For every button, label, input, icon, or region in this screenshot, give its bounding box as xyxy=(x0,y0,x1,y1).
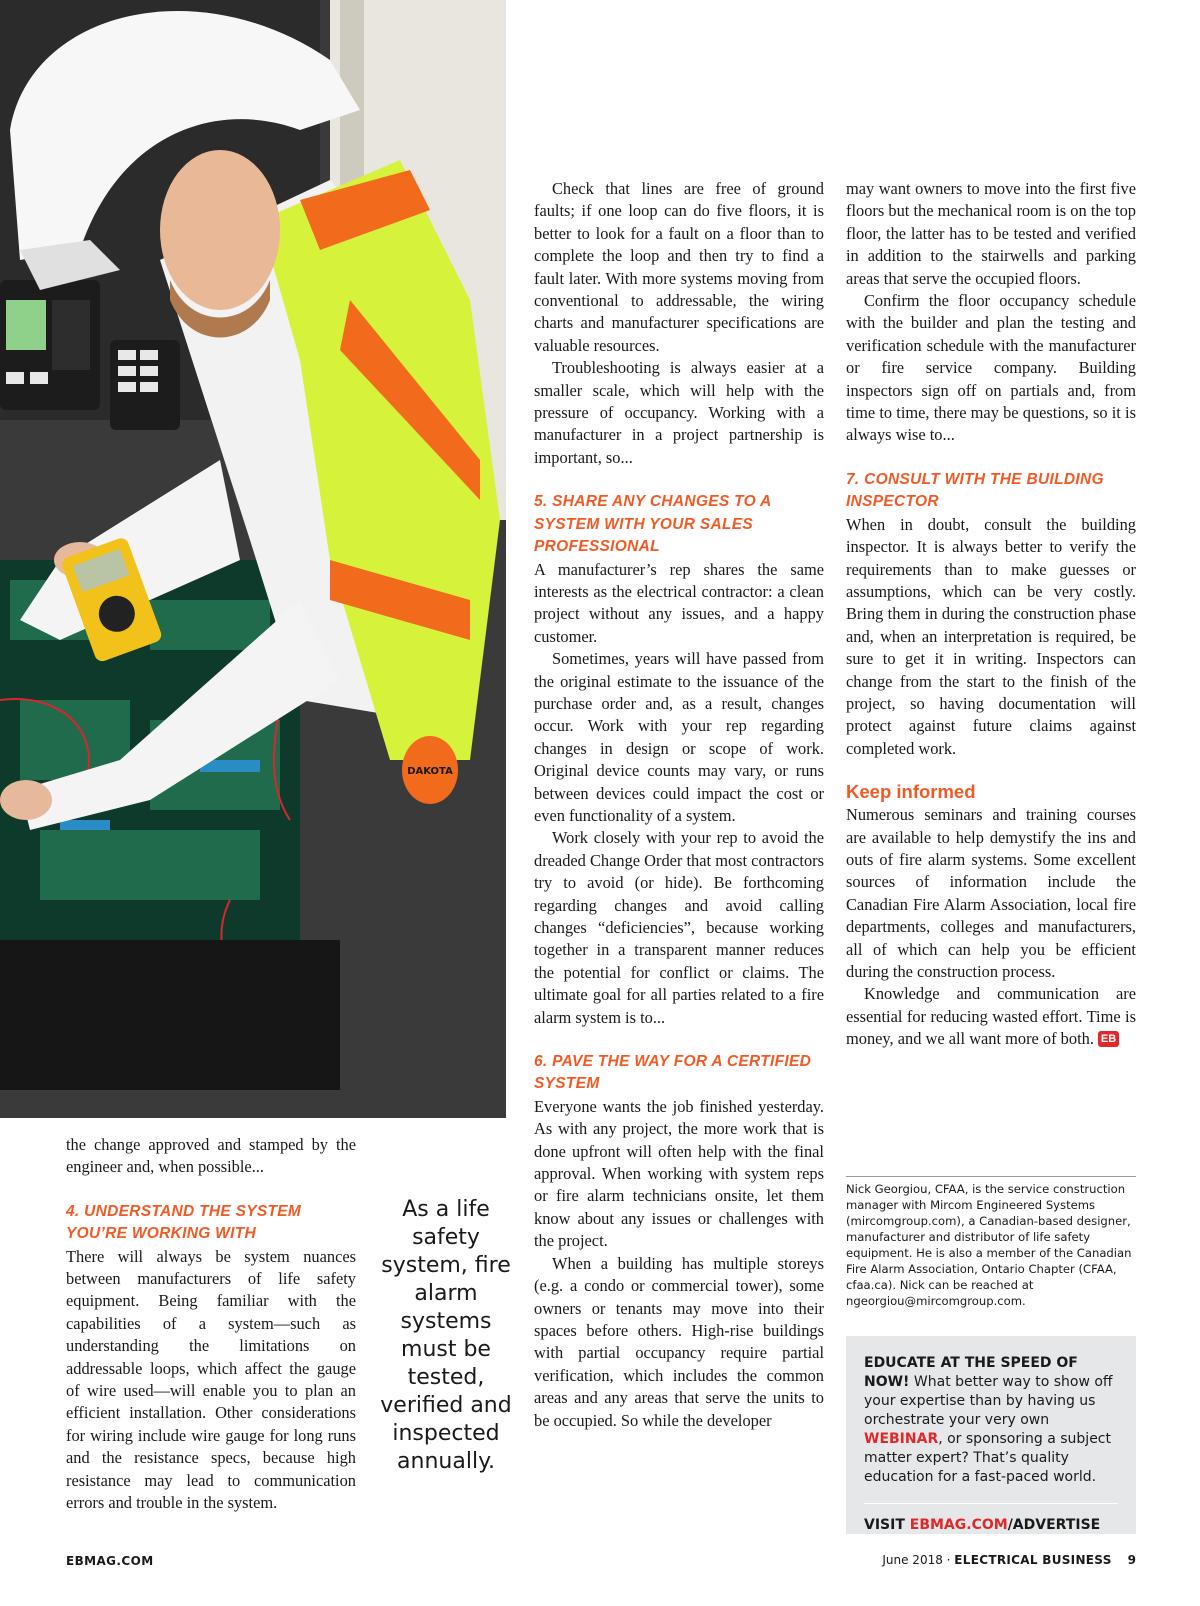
ad-visit-label: VISIT xyxy=(864,1517,910,1533)
paragraph: When in doubt, consult the building inspector. It is always better to verify the requirements than to make guesses or assumptions, which can be very costly. Bring them in during the construction phase and, when an interpretation is required, be sure to get it in writing. Inspectors can change from the start to the finish of the project, so having documentation will protect against future claims against completed work. xyxy=(846,514,1136,758)
paragraph: Confirm the floor occupancy schedule with the builder and plan the testing and verification schedule with the manufacturer or fire service company. Building inspectors sign off on partials and, from time to time, there may be questions, so it is always wise to... xyxy=(846,291,1136,445)
author-bio: Nick Georgiou, CFAA, is the service construction manager with Mircom Engineered Systems (mircomgroup.com), a Canadian-based designer, manufacturer and distributor of life safety equipment. He is also a member of the Canadian Fire Alarm Association, Ontario Chapter (CFAA, cfaa.ca). Nick can be reached at ngeorgiou@mircomgroup.com. xyxy=(846,1182,1132,1308)
paragraph: Everyone wants the job finished yesterday. As with any project, the more work that is done upfront will often help with the final approval. When working with system reps or fire alarm technicians onsite, let them know about any issues or challenges with the project. xyxy=(534,1096,824,1251)
paragraph: Work closely with your rep to avoid the dreaded Change Order that most contractors try to avoid (or hide). Be forthcoming regarding changes and avoid calling changes “deficiencies”, because working together in a transparent manner reduces the potential for conflict or claims. The ultimate goal for all parties related to a fire alarm system is to... xyxy=(534,828,824,1027)
ad-text-1: What better way to show off your expertise than by having us orchestrate your very own xyxy=(864,1374,1113,1428)
section-heading-5: 5. SHARE ANY CHANGES TO A SYSTEM WITH YOUR SALES PROFESSIONAL xyxy=(534,493,771,556)
hero-photo xyxy=(0,0,506,1118)
ad-webinar: WEBINAR xyxy=(864,1431,939,1447)
paragraph: may want owners to move into the first five floors but the mechanical room is on the top floor, the latter has to be tested and verified in addition to the stairwells and parking areas that serve the occupied floors. xyxy=(846,179,1136,288)
paragraph: A manufacturer’s rep shares the same interests as the electrical contractor: a clean project without any issues, and a happy customer. xyxy=(534,559,824,646)
paragraph: There will always be system nuances between manufacturers of life safety equipment. Being familiar with the capabilities of a system—such as understanding the limitations on addressable loops, which affect the gauge of wire used—will enable you to plan an efficient installation. Other considerations for wiring include wire gauge for long runs and the resistance specs, because high resistance may lead to communication errors and trouble in the system. xyxy=(66,1246,356,1513)
paragraph: Troubleshooting is always easier at a smaller scale, which will help with the pressure of occupancy. Working with a manufacturer in a project partnership is important, so... xyxy=(534,358,824,467)
paragraph: Sometimes, years will have passed from the original estimate to the issuance of the purchase order and, as a result, changes occur. Work with your rep regarding changes in design or scope of work. Original device counts may vary, or runs between devices could impact the cost or even functionality of a system. xyxy=(534,649,824,825)
paragraph: When a building has multiple storeys (e.g. a condo or commercial tower), some owners or tenants may move into their spaces before others. High-rise buildings with partial occupancy require partial verification, which includes the common areas and any areas that serve the units to be occupied. So while the developer xyxy=(534,1253,824,1430)
column-2 xyxy=(534,178,824,1432)
paragraph: the change approved and stamped by the engineer and, when possible... xyxy=(66,1135,356,1177)
eb-end-mark-icon: EB xyxy=(1098,1031,1119,1047)
bio-divider xyxy=(846,1176,1136,1177)
paragraph: Check that lines are free of ground faults; if one loop can do five floors, it is better to look for a fault on a floor than to complete the loop and then try to find a fault later. With more systems moving from conventional to addressable, the wiring charts and manufacturer specifications are valuable resources. xyxy=(534,179,824,355)
ad-visit-line[interactable] xyxy=(864,1503,1118,1535)
section-heading-6: 6. PAVE THE WAY FOR A CERTIFIED SYSTEM xyxy=(534,1053,812,1093)
footer-folio xyxy=(882,1553,1136,1567)
ad-text-2: , or sponsoring a subject matter expert? That’s quality education for a fast-paced world. xyxy=(864,1431,1111,1485)
paragraph-closing xyxy=(846,983,1136,1050)
ad-body xyxy=(864,1354,1118,1487)
footer-site: EBMAG.COM xyxy=(66,1554,154,1568)
paragraph: Numerous seminars and training courses are available to help demystify the ins and outs of fire alarm systems. Some excellent sources of information include the Canadian Fire Alarm Association, local fire departments, colleges and manufacturers, all of which can help you be efficient during the construction process. xyxy=(846,805,1136,981)
pull-quote: As a life safety system, fire alarm systems must be tested, verified and inspected annually. xyxy=(380,1197,512,1474)
ad-site-link[interactable]: EBMAG.COM xyxy=(909,1517,1008,1533)
column-3 xyxy=(846,178,1136,1051)
ad-headline: EDUCATE AT THE SPEED OF NOW! xyxy=(864,1355,1078,1390)
column-1 xyxy=(66,1134,356,1515)
page-number: 9 xyxy=(1127,1553,1136,1567)
face xyxy=(160,150,280,310)
footer-publication: ELECTRICAL BUSINESS xyxy=(954,1553,1112,1567)
closing-text: Knowledge and communication are essential for reducing wasted effort. Time is money, and we all want more of both. xyxy=(846,984,1136,1049)
section-heading-7: 7. CONSULT WITH THE BUILDING INSPECTOR xyxy=(846,470,1104,511)
section-heading-4: 4. UNDERSTAND THE SYSTEM YOU’RE WORKING WITH xyxy=(66,1202,302,1243)
footer-date: June 2018 · xyxy=(882,1553,955,1567)
ad-site-path: /ADVERTISE xyxy=(1007,1517,1101,1533)
advertise-box[interactable] xyxy=(846,1336,1136,1534)
brand-patch-text: DAKOTA xyxy=(407,766,453,777)
section-heading-keep-informed: Keep informed xyxy=(846,781,976,803)
